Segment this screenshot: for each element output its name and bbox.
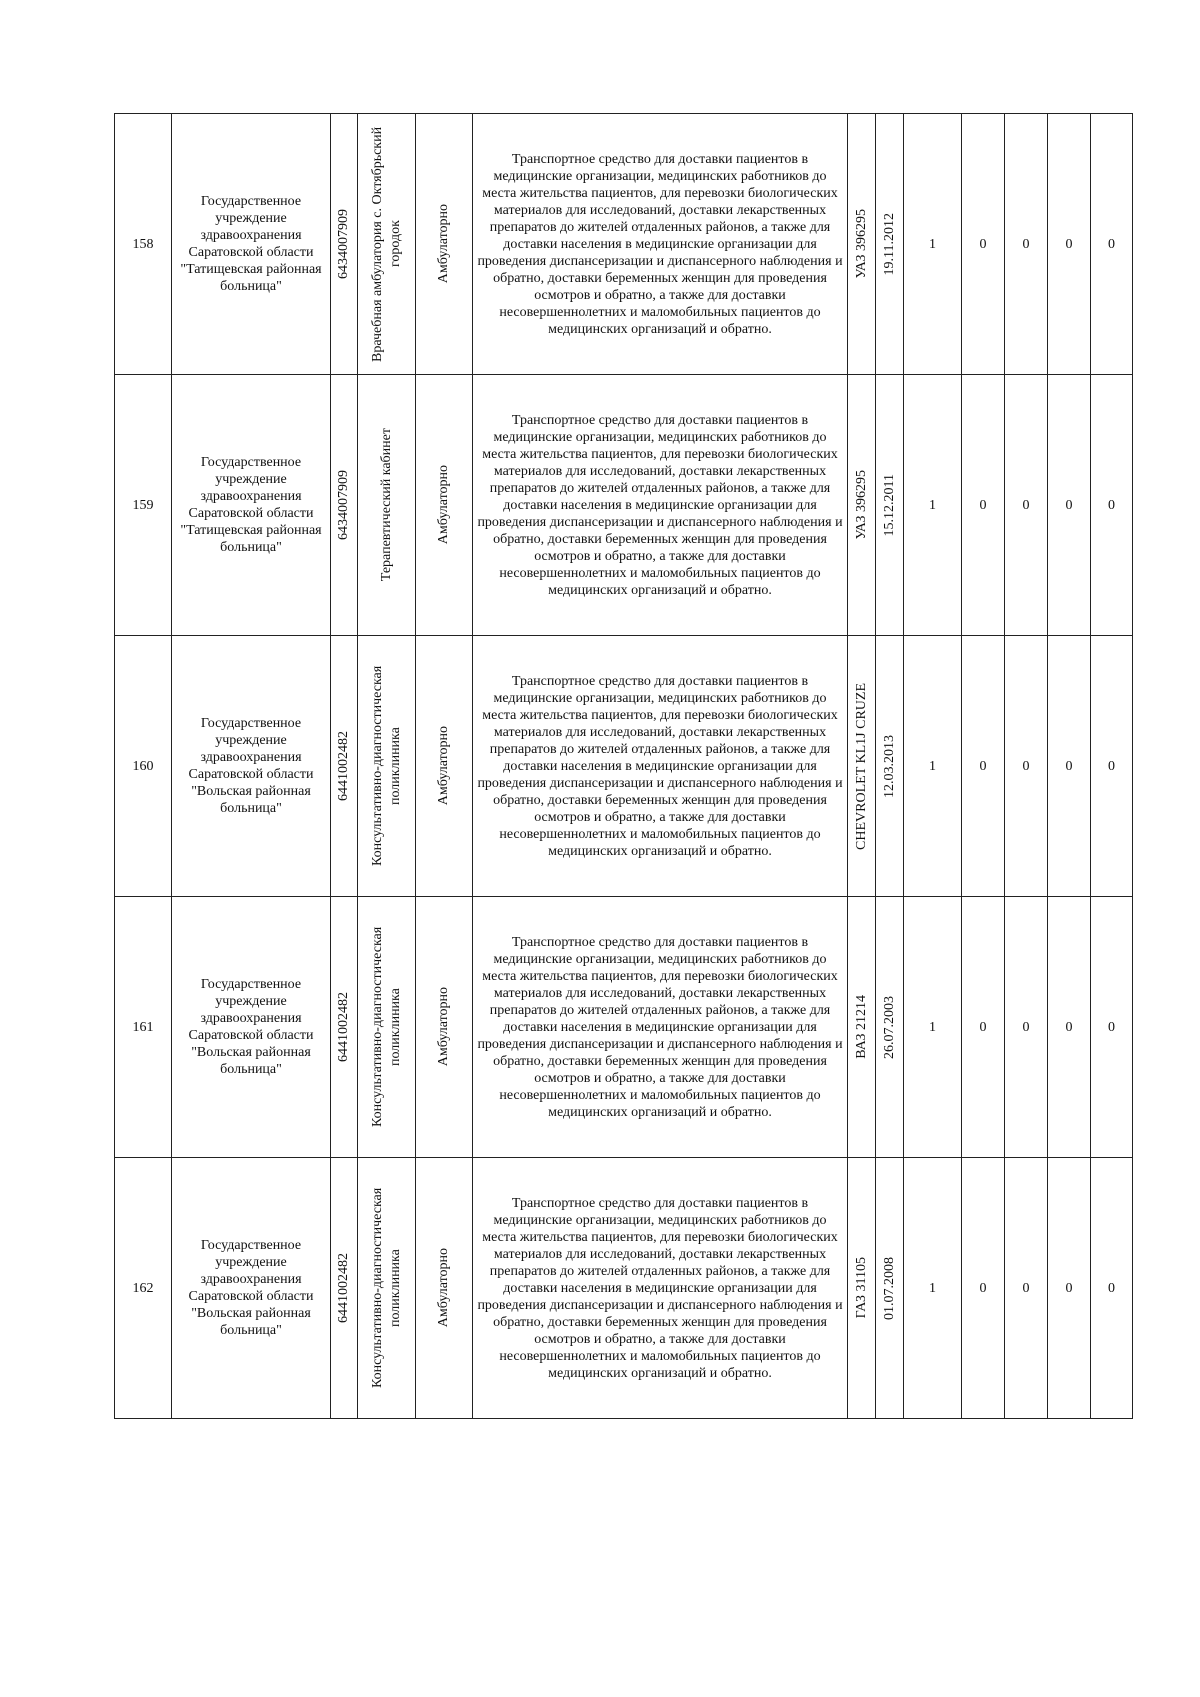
row-number: 158: [115, 114, 172, 375]
registration-date: 15.12.2011: [881, 473, 897, 537]
row-number: 160: [115, 636, 172, 897]
count-cell: 0: [1048, 114, 1091, 375]
organization-inn: 6441002482: [336, 1253, 351, 1323]
registration-date: 19.11.2012: [881, 212, 897, 276]
care-conditions: Амбулаторно: [436, 204, 451, 284]
organization-inn: 6434007909: [336, 209, 351, 279]
vehicle-model: УАЗ 396295: [853, 209, 869, 279]
count-cell: 0: [1091, 375, 1133, 636]
registration-date: 01.07.2008: [881, 1256, 897, 1320]
organization-name: Государственное учреждение здравоохранения Саратовской области "Татищевская районная больница": [172, 114, 331, 375]
organization-name: Государственное учреждение здравоохранения Саратовской области "Вольская районная больница": [172, 897, 331, 1158]
vehicle-purpose: Транспортное средство для доставки пациентов в медицинские организации, медицинских работников до места жительства пациентов, для перевозки биологических материалов для исследований, доставки лекарственных препаратов до жителей отдаленных районов, а также для доставки населения в медицинские организации для проведения диспансеризации и диспансерного наблюдения и обратно, доставки беременных женщин для проведения осмотров и обратно, а также для доставки несовершеннолетних и маломобильных пациентов до медицинских организаций и обратно.: [473, 636, 848, 897]
count-cell: 0: [1091, 897, 1133, 1158]
count-cell: 1: [904, 1158, 962, 1419]
table-row: [115, 636, 1133, 897]
care-conditions: Амбулаторно: [436, 1248, 451, 1328]
count-cell: 1: [904, 114, 962, 375]
count-cell: 0: [1005, 897, 1048, 1158]
care-conditions: Амбулаторно: [436, 465, 451, 545]
count-cell: 0: [962, 114, 1005, 375]
division-name: Консультативно-диагностическая поликлиника: [369, 926, 403, 1128]
vehicle-registry-table: [114, 113, 1133, 1419]
count-cell: 0: [1005, 375, 1048, 636]
vehicle-model: ГАЗ 31105: [853, 1257, 869, 1319]
count-cell: 0: [1005, 114, 1048, 375]
vehicle-model: ВАЗ 21214: [853, 995, 869, 1059]
table-row: [115, 114, 1133, 375]
count-cell: 0: [1091, 636, 1133, 897]
count-cell: 1: [904, 636, 962, 897]
vehicle-purpose: Транспортное средство для доставки пациентов в медицинские организации, медицинских работников до места жительства пациентов, для перевозки биологических материалов для исследований, доставки лекарственных препаратов до жителей отдаленных районов, а также для доставки населения в медицинские организации для проведения диспансеризации и диспансерного наблюдения и обратно, доставки беременных женщин для проведения осмотров и обратно, а также для доставки несовершеннолетних и маломобильных пациентов до медицинских организаций и обратно.: [473, 1158, 848, 1419]
table-row: [115, 897, 1133, 1158]
count-cell: 0: [962, 375, 1005, 636]
division-name: Терапевтический кабинет: [378, 428, 394, 582]
row-number: 162: [115, 1158, 172, 1419]
table-row: [115, 1158, 1133, 1419]
division-name: Консультативно-диагностическая поликлиника: [369, 1187, 403, 1389]
division-name: Врачебная амбулатория с. Октябрьский городок: [369, 126, 403, 362]
count-cell: 1: [904, 897, 962, 1158]
count-cell: 0: [1048, 897, 1091, 1158]
organization-inn: 6441002482: [336, 731, 351, 801]
organization-name: Государственное учреждение здравоохранения Саратовской области "Татищевская районная больница": [172, 375, 331, 636]
vehicle-model: УАЗ 396295: [853, 470, 869, 540]
organization-inn: 6434007909: [336, 470, 351, 540]
count-cell: 0: [1005, 636, 1048, 897]
count-cell: 0: [962, 1158, 1005, 1419]
table-row: [115, 375, 1133, 636]
row-number: 161: [115, 897, 172, 1158]
registration-date: 12.03.2013: [881, 734, 897, 798]
care-conditions: Амбулаторно: [436, 726, 451, 806]
count-cell: 0: [962, 897, 1005, 1158]
vehicle-purpose: Транспортное средство для доставки пациентов в медицинские организации, медицинских работников до места жительства пациентов, для перевозки биологических материалов для исследований, доставки лекарственных препаратов до жителей отдаленных районов, а также для доставки населения в медицинские организации для проведения диспансеризации и диспансерного наблюдения и обратно, доставки беременных женщин для проведения осмотров и обратно, а также для доставки несовершеннолетних и маломобильных пациентов до медицинских организаций и обратно.: [473, 897, 848, 1158]
organization-name: Государственное учреждение здравоохранения Саратовской области "Вольская районная больница": [172, 1158, 331, 1419]
division-name: Консультативно-диагностическая поликлиника: [369, 665, 403, 867]
care-conditions: Амбулаторно: [436, 987, 451, 1067]
count-cell: 0: [1091, 114, 1133, 375]
count-cell: 0: [1091, 1158, 1133, 1419]
count-cell: 0: [1005, 1158, 1048, 1419]
count-cell: 0: [962, 636, 1005, 897]
vehicle-purpose: Транспортное средство для доставки пациентов в медицинские организации, медицинских работников до места жительства пациентов, для перевозки биологических материалов для исследований, доставки лекарственных препаратов до жителей отдаленных районов, а также для доставки населения в медицинские организации для проведения диспансеризации и диспансерного наблюдения и обратно, доставки беременных женщин для проведения осмотров и обратно, а также для доставки несовершеннолетних и маломобильных пациентов до медицинских организаций и обратно.: [473, 114, 848, 375]
count-cell: 0: [1048, 636, 1091, 897]
count-cell: 0: [1048, 375, 1091, 636]
vehicle-model: CHEVROLET KL1J CRUZE: [853, 682, 869, 850]
organization-inn: 6441002482: [336, 992, 351, 1062]
count-cell: 1: [904, 375, 962, 636]
row-number: 159: [115, 375, 172, 636]
vehicle-purpose: Транспортное средство для доставки пациентов в медицинские организации, медицинских работников до места жительства пациентов, для перевозки биологических материалов для исследований, доставки лекарственных препаратов до жителей отдаленных районов, а также для доставки населения в медицинские организации для проведения диспансеризации и диспансерного наблюдения и обратно, доставки беременных женщин для проведения осмотров и обратно, а также для доставки несовершеннолетних и маломобильных пациентов до медицинских организаций и обратно.: [473, 375, 848, 636]
organization-name: Государственное учреждение здравоохранения Саратовской области "Вольская районная больница": [172, 636, 331, 897]
count-cell: 0: [1048, 1158, 1091, 1419]
registration-date: 26.07.2003: [881, 995, 897, 1059]
